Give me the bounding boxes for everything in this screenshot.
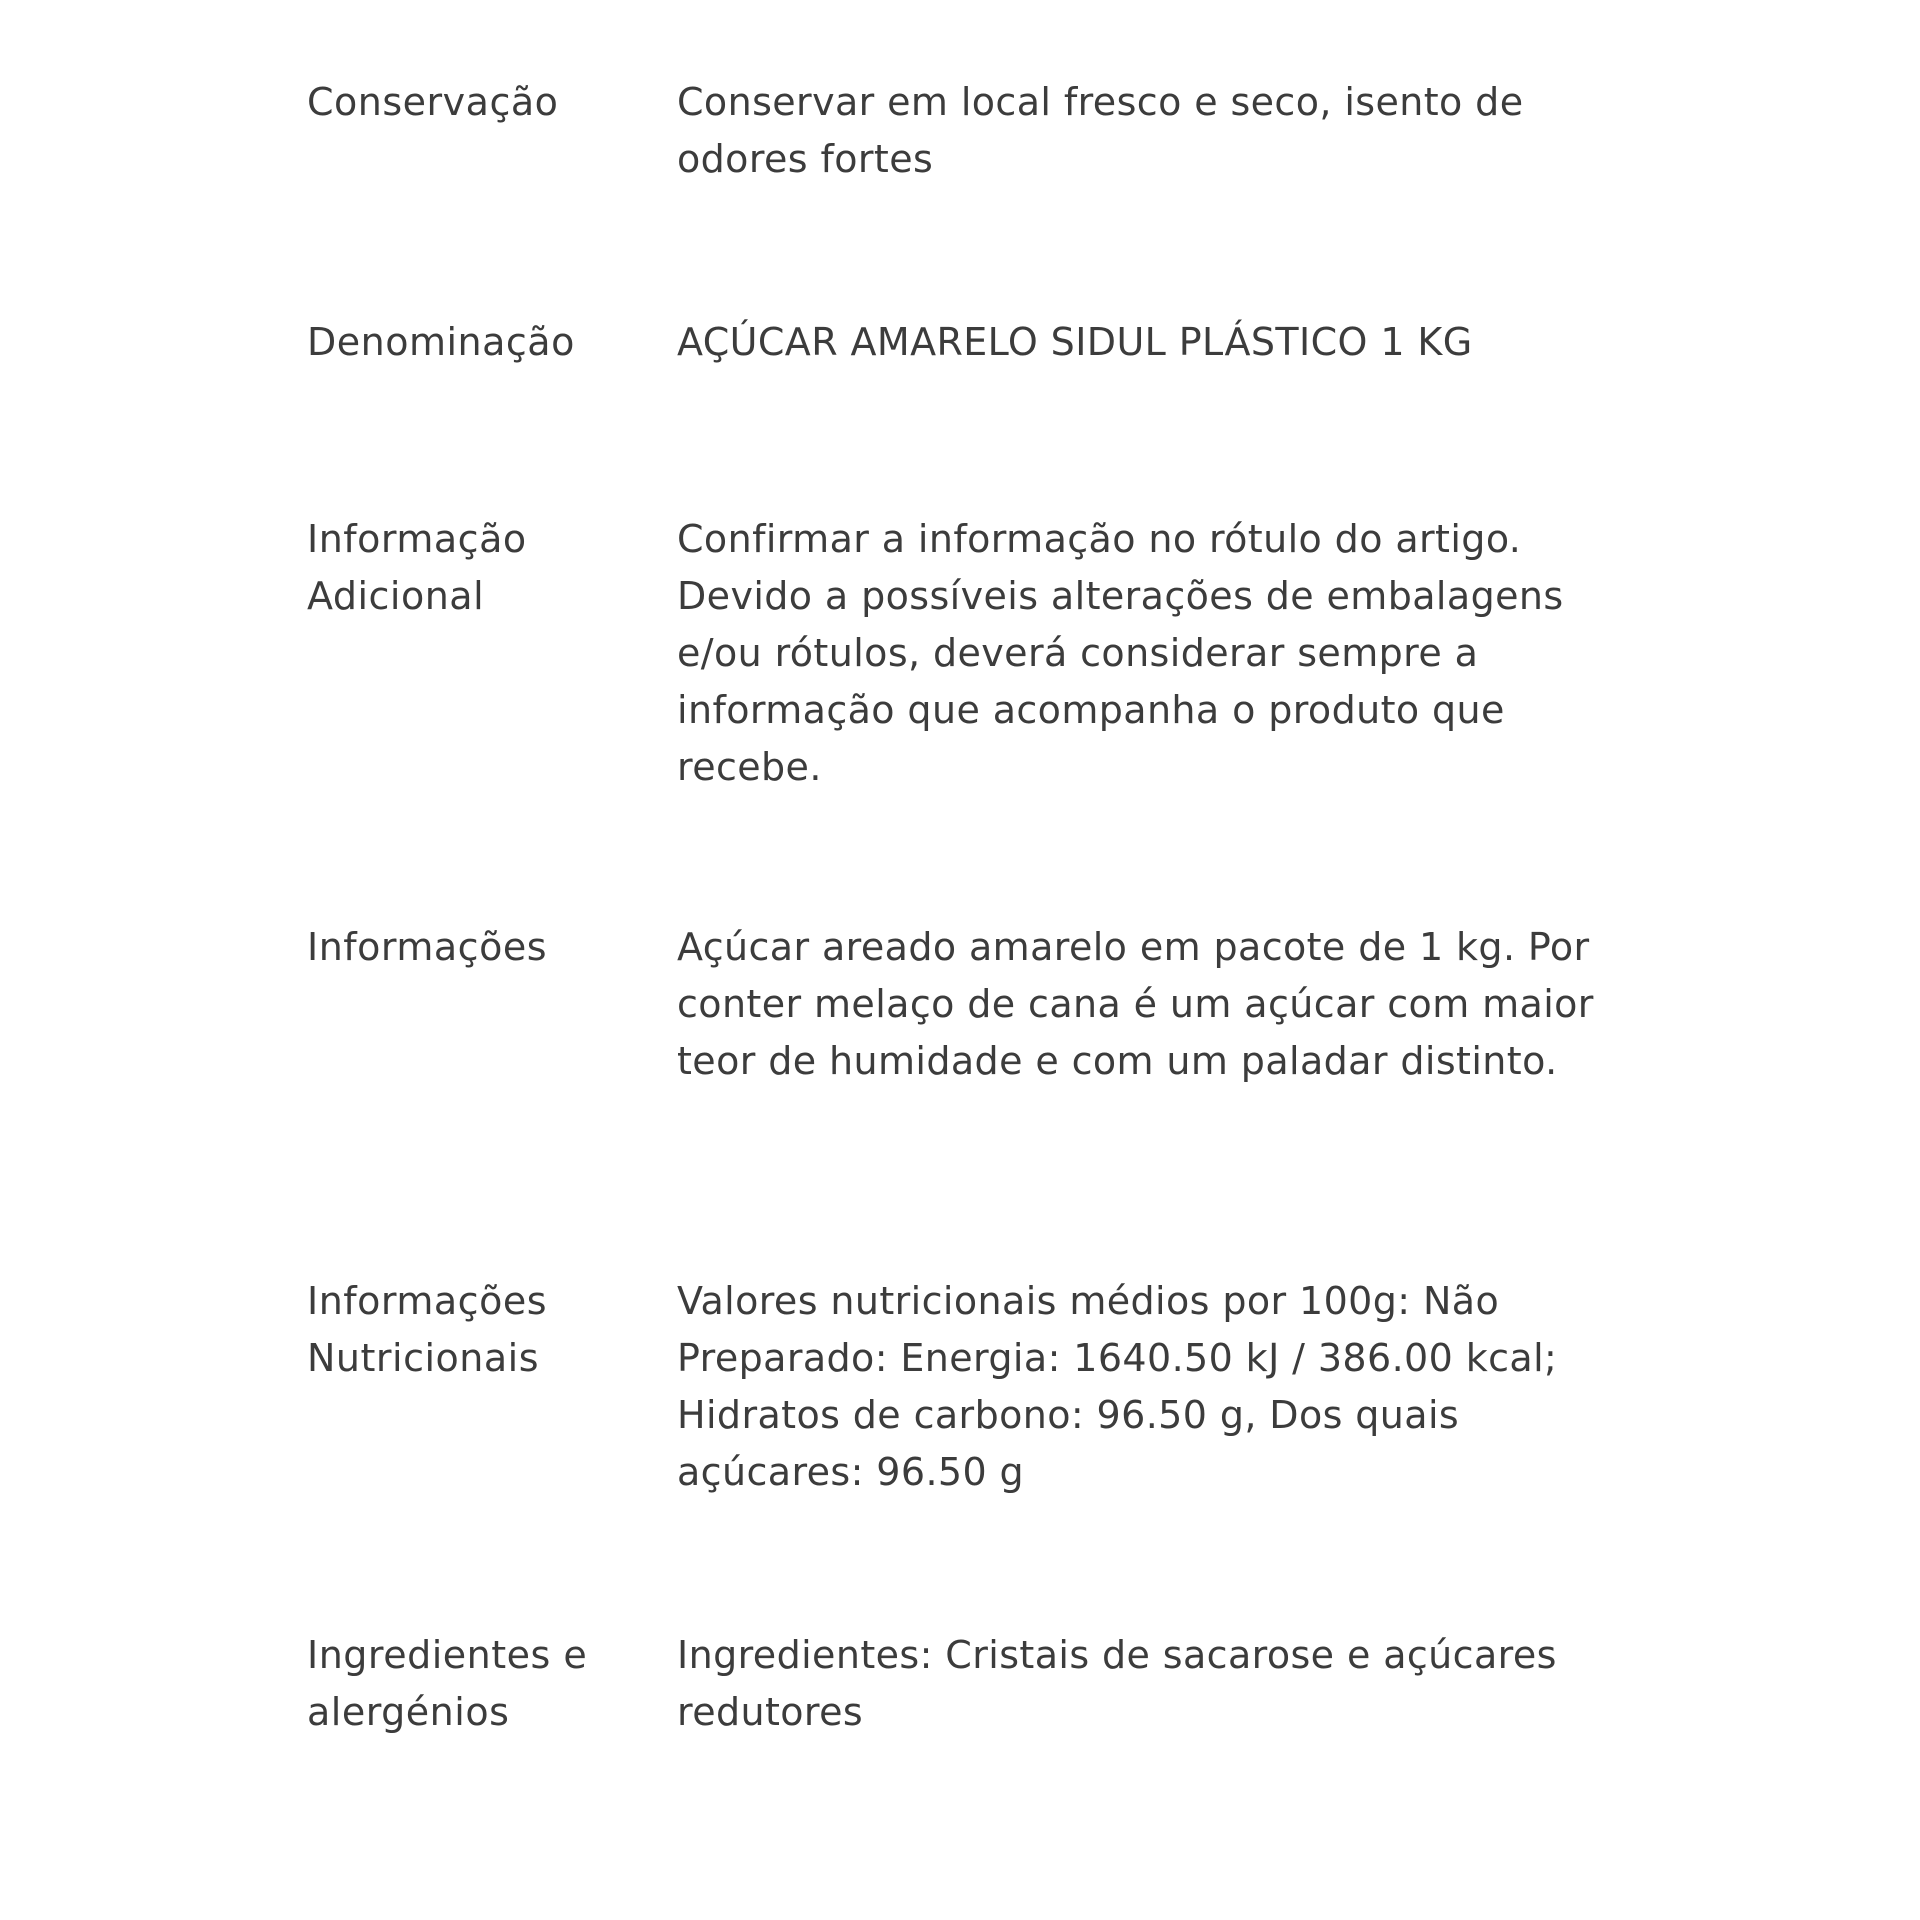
attribute-row-informacoes: [307, 919, 1607, 1090]
attribute-row-ingredientes-alergenios: [307, 1627, 1607, 1741]
attribute-value: Confirmar a informação no rótulo do artigo. Devido a possíveis alterações de embalagens e/ou rótulos, deverá considerar sempre a informação que acompanha o produto que recebe.: [677, 517, 1564, 789]
attribute-label: Informações: [307, 925, 547, 969]
attribute-label: Denominação: [307, 320, 575, 364]
attribute-label: Informação Adicional: [307, 517, 527, 618]
attribute-row-denominacao: [307, 314, 1607, 371]
attribute-value: Açúcar areado amarelo em pacote de 1 kg. Por conter melaço de cana é um açúcar com maior teor de humidade e com um paladar distinto.: [677, 925, 1594, 1083]
attribute-value: Valores nutricionais médios por 100g: Não Preparado: Energia: 1640.50 kJ / 386.00 kcal; Hidratos de carbono: 96.50 g, Dos quais açúcares: 96.50 g: [677, 1279, 1558, 1494]
attribute-label: Ingredientes e alergénios: [307, 1633, 588, 1734]
attribute-value: Conservar em local fresco e seco, isento de odores fortes: [677, 80, 1524, 181]
attribute-label: Conservação: [307, 80, 559, 124]
attribute-value: Ingredientes: Cristais de sacarose e açúcares redutores: [677, 1633, 1557, 1734]
attribute-row-informacoes-nutricionais: [307, 1273, 1607, 1501]
attribute-label: Informações Nutricionais: [307, 1279, 547, 1380]
attribute-row-conservacao: [307, 74, 1607, 188]
attribute-value: AÇÚCAR AMARELO SIDUL PLÁSTICO 1 KG: [677, 320, 1473, 364]
attribute-row-informacao-adicional: [307, 511, 1607, 796]
